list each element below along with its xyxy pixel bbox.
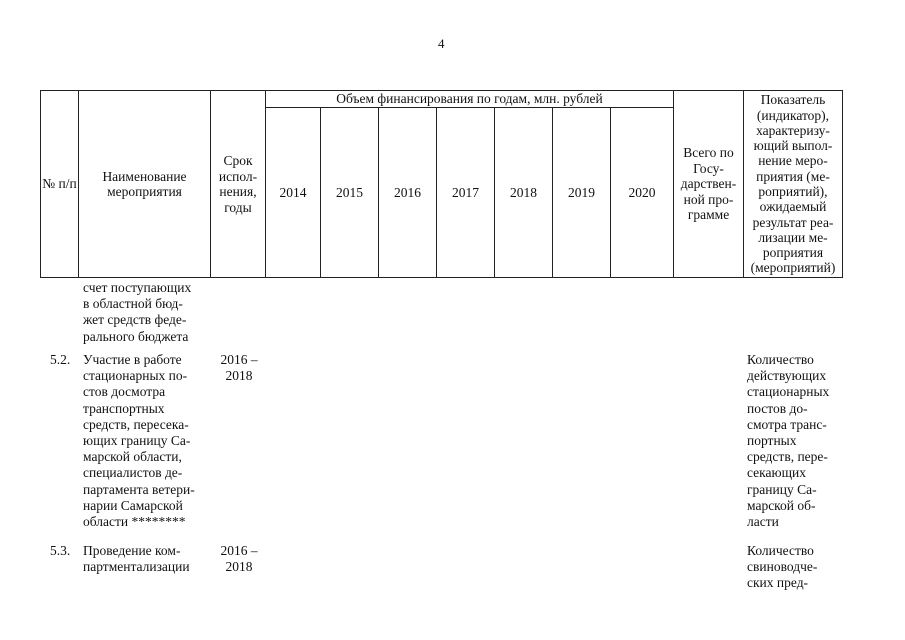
table-header (40, 90, 843, 278)
row-name: Проведение ком- партментализации (83, 543, 190, 575)
page-number: 4 (438, 36, 445, 51)
header-col-indicator: Показатель (индикатор), характеризу-ющий выпол-нение меро-приятия (ме-роприятий), ожидаемый результат реа-лизации ме-роприятия (мероприятий) (750, 92, 836, 276)
row-number: 5.3. (50, 543, 71, 558)
header-year: 2019 (568, 184, 595, 200)
header-col-total: Всего по Госу-дарствен-ной про-грамме (680, 145, 737, 223)
header-year: 2014 (279, 184, 307, 200)
row-indicator: Количество действующих стационарных постов до- смотра транс- портных средств, пере- секающих границу Са- марской об- ласти (747, 352, 830, 530)
header-col-term: Срок испол-нения, годы (218, 153, 258, 215)
row-period: 2016 – 2018 (220, 352, 258, 384)
header-year: 2017 (452, 184, 479, 200)
row-name: Участие в работе стационарных по- стов досмотра транспортных средств, пересека- ющих границу Са- марской области, специалистов де- партамента ветери- нарии Самарской области ******** (83, 352, 195, 530)
header-col-number: № п/п (42, 176, 77, 192)
header-year: 2015 (336, 184, 363, 200)
header-year: 2018 (510, 184, 537, 200)
row-period: 2016 – 2018 (220, 543, 258, 575)
header-year: 2016 (394, 184, 421, 200)
table-border-bottom (40, 277, 843, 278)
header-year: 2020 (628, 184, 656, 200)
header-funding-group: Объем финансирования по годам, млн. рублей (336, 91, 603, 107)
continued-row-text: счет поступающих в областной бюд- жет средств феде- рального бюджета (83, 280, 192, 344)
row-number: 5.2. (50, 352, 71, 367)
header-col-name: Наименование мероприятия (102, 168, 187, 199)
table-border-right (842, 90, 843, 278)
row-indicator: Количество свиноводче- ских пред- (747, 543, 818, 591)
